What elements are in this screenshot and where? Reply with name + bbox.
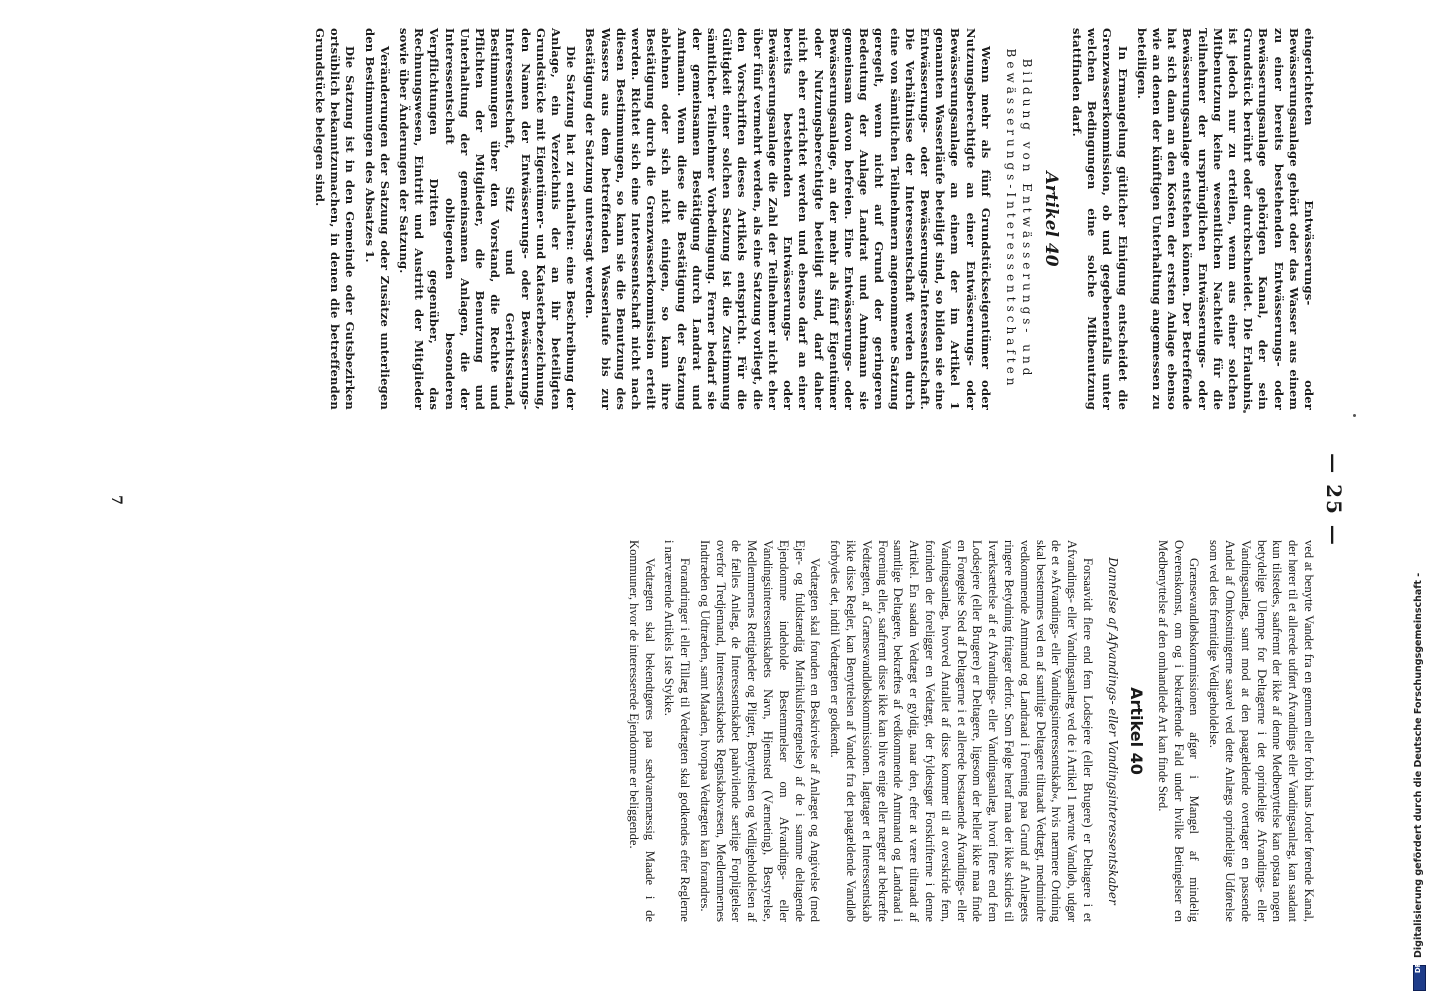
scan-speck: [1353, 414, 1356, 417]
danish-intro-paragraph: Grænsevandløbskommissionen afgør i Mangel af mindelig Overenskomst, om og i bekræftende Fald under hvilke Betingelser en Medbenyttelse af den omhandlede Art kan finde Sted.: [1155, 540, 1202, 922]
signature-number: 7: [108, 495, 124, 505]
danish-article-paragraph: Vedtægten skal foruden en Beskrivelse af Anlæget og Angivelse (med Ejer- og fuldstændig Matrikulsfortegnelse) af de i samme deltagende Ejendomme indeholde Bestemmelser om Afvandings- eller Vandingsinteressentskabets Navn, Hjemsted (Værneting), Bestyrelse, Medlemmernes Rettigheder og Pligter, Benyttelsen og Vedligeholdelsen af de fælles Anlæg, de Interessentskabet paahvilende særlige Forpligtelser overfor Tredjemand, Interessentskabets Regnskabsvæsen, Medlemmernes Indtræden og Udtræden, samt Maaden, hvorpaa Vedtægten kan forandres.: [697, 540, 823, 922]
digitization-credit-strip: [1408, 0, 1432, 1000]
page-number: — 25 —: [1322, 453, 1346, 547]
danish-article-paragraph: Vedtægten skal bekendtgøres paa sædvanemæssig Maade i de Kommuner, hvor de interesserede Ejendomme er beliggende.: [626, 540, 657, 922]
german-intro-paragraph: eingerichteten Entwässerungs- oder Bewässerungsanlage gehört oder das Wasser aus einem zu einer bereits bestehenden Entwässerungs- oder Bewässerungsanlage gehörigen Kanal, der sein Grundstück berührt oder durchschneidet. Die Erlaubnis ist jedoch nur zu erteilen, wenn aus einer solchen Mitbenutzung keine wesentlichen Nachteile für die Teilnehmer der ursprünglichen Entwässerungs- oder Bewässerungsanlage entstehen können. Der Betreffende hat sich dann an den Kosten der ersten Anlage ebenso wie an denen der künftigen Unterhaltung angemessen zu beteiligen.: [1134, 28, 1316, 410]
german-intro-paragraph: In Ermangelung gütlicher Einigung entscheidet die Grenzwasserkommission, ob und gegebenenfalls unter welchen Bedingungen eine solche Mitbenutzung stattfinden darf.: [1069, 28, 1130, 410]
danish-article-heading: Artikel 40: [1127, 687, 1147, 775]
danish-article-subheading: Dannelse af Afvandings- eller Vandingsinteressentskaber: [1106, 557, 1121, 905]
dfg-logo-icon: [1413, 956, 1426, 991]
danish-article-paragraph: Forsaavidt flere end fem Lodsejere (eller Brugere) er Deltagere i et Afvandings- eller Vandingsanlæg ved de i Artikel 1 nævnte Vandløb, udgør de et »Afvandings- eller Vandingsinteressentskab«, hvis nærmere Ordning skal bestemmes ved en af samtlige Deltagere tiltraadt Vedtægt, medmindre vedkommende Amtmand og Landraad i Forening paa Grund af Anlægets ringere Betydning fritager derfor. Som Følge heraf maa der ikke skrides til Iværksættelse af et Afvandings- eller Vandingsanlæg, hvori flere end fem Lodsejere (eller Brugere) er Deltagere, ligesom der heller ikke maa finde en Forøgelse Sted af Deltagerne i et allerede bestaaende Afvandings- eller Vandingsanlæg, hvorved Antallet af disse kommer til at overskride fem, forinden der foreligger en Vedtægt, der fyldestgør Forskrifterne i denne Artikel. En saadan Vedtægt er gyldig, naar den, efter at være tiltraadt af samtlige Deltagere, bekræftes af vedkommende Amtmand og Landraad i Forening eller, saafremt disse ikke kan blive enige eller nægter at bekræfte Vedtægten, af Grænsevandløbskommissionen. Iagttager et Interessentskab ikke disse Regler, kan Benyttelsen af Vandet fra det paagældende Vandløb forbydes det, indtil Vedtægten er godkendt.: [828, 540, 1096, 922]
german-article-heading: Artikel 40: [1040, 171, 1061, 267]
danish-column: [621, 540, 1316, 922]
german-article-subheading: Bildung von Entwässerungs- und Bewässerungs-Interessentschaften: [1003, 48, 1034, 390]
german-article-paragraph: Veränderungen der Satzung oder Zusätze unterliegen den Bestimmungen des Absatzes 1.: [362, 28, 392, 410]
scan-speck: [1243, 410, 1246, 413]
german-article-paragraph: Wenn mehr als fünf Grundstückseigentümer oder Nutzungsberechtigte an einer Entwässerungs- oder Bewässerungsanlage an einem der im Artikel 1 genannten Wasserläufe beteiligt sind, so bilden sie eine Entwässerungs- oder Bewässerungs-Interessentschaft. Die Verhältnisse der Interessentschaft werden durch eine von sämtlichen Teilnehmern angenommene Satzung geregelt, wenn nicht auf Grund der geringeren Bedeutung der Anlage Landrat und Amtmann sie gemeinsam davon befreien. Eine Entwässerungs- oder Bewässerungsanlage, an der mehr als fünf Eigentümer oder Nutzungsberechtigte beteiligt sind, darf daher nicht eher errichtet werden und ebenso darf an einer bereits bestehenden Entwässerungs- oder Bewässerungsanlage die Zahl der Teilnehmer nicht eher über fünf vermehrt werden, als eine Satzung vorliegt, die den Vorschriften dieses Artikels entspricht. Für die Gültigkeit einer solchen Satzung ist die Zustimmung sämtlicher Teilnehmer Vorbedingung. Ferner bedarf sie der gemeinsamen Bestätigung durch Landrat und Amtmann. Wenn diese die Bestätigung der Satzung ablehnen oder sich nicht einigen, so kann ihre Bestätigung durch die Grenzwasserkommission erteilt werden. Richtet sich eine Interessentschaft nicht nach diesen Bestimmungen, so kann sie die Benutzung des Wassers aus dem betreffenden Wasserlaufe bis zur Bestätigung der Satzung untersagt werden.: [583, 28, 993, 410]
german-column: [308, 28, 1316, 410]
danish-intro-paragraph: ved at benytte Vandet fra en gennem eller forbi hans Jorder førende Kanal, der hører til et allerede udført Afvandings eller Vandingsanlæg, kan saadant kun tilstedes, saafremt der ikke af denne Medbenyttelse kan opstaa nogen betydelige Ulempe for Deltagerne i det oprindelige Afvandings- eller Vandingsanlæg, samt mod at den paagældende overtager en passende Andel af Omkostningerne saavel ved dette Anlægs oprindelige Udførelse som ved dets fremtidige Vedligeholdelse.: [1207, 540, 1316, 922]
german-article-paragraph: Die Satzung hat zu enthalten: eine Beschreibung der Anlage, ein Verzeichnis der an ihr beteiligten Grundstücke mit Eigentümer- und Katasterbezeichnung, den Namen der Entwässerungs- oder Bewässerungs-Interessentschaft, Sitz und Gerichtsstand, Bestimmungen über den Vorstand, die Rechte und Pflichten der Mitglieder, die Benutzung und Unterhaltung der gemeinsamen Anlagen, die der Interessentschaft obliegenden besonderen Verpflichtungen Dritten gegenüber, das Rechnungswesen, Eintritt und Austritt der Mitglieder sowie über Änderungen der Satzung.: [397, 28, 579, 410]
dfg-logo-label: DFG: [1414, 956, 1422, 974]
danish-article-paragraph: Forandringer i eller Tillæg til Vedtægten skal godkendes efter Reglerne i nærværende Artikels 1ste Stykke.: [662, 540, 693, 922]
german-article-paragraph: Die Satzung ist in den Gemeinde oder Gutsbezirken ortsüblich bekanntzumachen, in denen die betreffenden Grundstücke belegen sind.: [313, 28, 358, 410]
digitization-credit-text: Digitalisierung gefördert durch die Deutsche Forschungsgemeinschaft -: [1413, 572, 1424, 958]
